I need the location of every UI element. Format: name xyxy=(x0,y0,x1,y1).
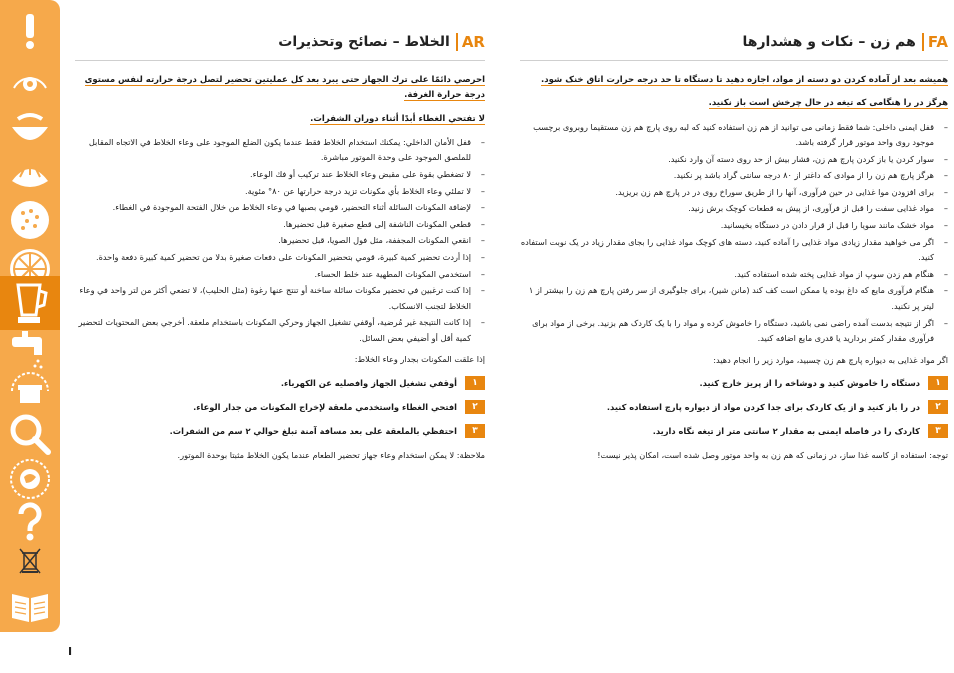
step-number: ۱ xyxy=(928,376,948,390)
pastry-icon[interactable] xyxy=(0,156,60,196)
step-text: احتفظي بالملعقة على بعد مسافة آمنة تبلغ حوالي ٢ سم من الشفرات. xyxy=(169,425,457,436)
persian-warning-cooling: همیشه بعد از آماده کردن دو دسته از مواد، اجازه دهید تا دستگاه تا حد درجه حرارت اتاق خنک شود. xyxy=(541,75,948,85)
list-item: – برای افزودن موا غذایی در حین فرآوری، آنها را از طریق سوراخ روی در در پارچ هم زن بریزید. xyxy=(520,185,948,201)
arabic-lang-badge: AR xyxy=(456,33,485,51)
persian-step-2 xyxy=(520,400,948,414)
persian-lang-badge: FA xyxy=(922,33,948,51)
list-item: – لا تضغطي بقوة على مقبض وعاء الخلاط عند تركيب أو فك الوعاء. xyxy=(75,167,485,183)
step-number: ١ xyxy=(465,376,485,390)
arabic-title: الخلاط – نصائح وتحذيرات xyxy=(278,34,450,50)
page-number: I xyxy=(68,645,73,658)
list-item: – هنگام فرآوری مایع که داغ بوده یا ممکن است کف کند (مانن شیر)، برای جلوگیری از سر رفتن پارچ هم زن را بیشتر از ۱ لیتر پر نکنید. xyxy=(520,283,948,314)
sidebar-navigation xyxy=(0,0,60,632)
persian-heading xyxy=(520,30,948,61)
list-item: – إذا كانت النتيجة غير مُرضية، أوقفي تشغيل الجهاز وحركي المكونات باستخدام ملعقة. أخرجي بعض المحتويات لتحضير كمية أقل أو أضيفي بعض السائل. xyxy=(75,315,485,346)
persian-note: توجه: استفاده از کاسه غذا ساز، در زمانی که هم زن به واحد موتور وصل شده است، امکان پذیر نیست! xyxy=(597,450,948,461)
step-number: ۳ xyxy=(928,424,948,438)
arabic-warning-cooling: احرصي دائمًا على ترك الجهاز حتى يبرد بعد كل عمليتين تحضير لتصل درجة حرارته لنفس مستوى درجة حرارة الغرفة. xyxy=(84,75,485,101)
list-item: – سوار کردن یا باز کردن پارچ هم زن، فشار بیش از حد روی دسته آن وارد نکنید. xyxy=(520,152,948,168)
list-item: – مواد غذایی سفت را قبل از فرآوری، از پیش به قطعات کوچک برش زنید. xyxy=(520,201,948,217)
list-item: – لا تملئي وعاء الخلاط بأي مكونات تزيد درجة حرارتها عن ٨٠° مئوية. xyxy=(75,184,485,200)
list-item: – لإضافة المكونات السائلة أثناء التحضير، قومي بصبها في وعاء الخلاط من خلال الفتحة الموجودة في الغطاء. xyxy=(75,200,485,216)
persian-tips-list xyxy=(520,120,948,347)
list-item: – إذا أردت تحضير كمية كبيرة، قومي بتحضير المكونات على دفعات صغيرة بدلا من تحضير كمية كبيرة دفعة واحدة. xyxy=(75,250,485,266)
list-item: – انقعي المكونات المجففة، مثل فول الصويا، قبل تحضيرها. xyxy=(75,233,485,249)
arabic-step-1 xyxy=(75,376,485,390)
list-item: – قفل الأمان الداخلي: يمكنك استخدام الخلاط فقط عندما يكون الضلع الموجود على وعاء الخلاط في الاتجاه المقابل للملصق الموجود على وحدة الموتور مباشرة. xyxy=(75,135,485,166)
arabic-note: ملاحظة: لا يمكن استخدام وعاء جهاز تحضير الطعام عندما يكون الخلاط مثبتا بوحدة الموتور. xyxy=(177,449,485,460)
persian-warning-lid: هرگز در را هنگامی که تیغه در حال چرخش است باز نکنید. xyxy=(708,98,948,109)
bowl-blade-icon[interactable] xyxy=(0,104,60,154)
step-number: ۲ xyxy=(928,400,948,414)
step-number: ٢ xyxy=(465,400,485,414)
arabic-section xyxy=(75,30,485,472)
step-text: دستگاه را خاموش کنید و دوشاخه را از پریز خارج کنید. xyxy=(699,378,920,389)
list-item: – قفل ایمنی داخلی: شما فقط زمانی می توانید از هم زن استفاده کنید که لبه روی پارچ هم زن مستقیما روبروی برچسب موجود روی واحد موتور قرار گرفته باشد. xyxy=(520,120,948,151)
arabic-warning-lid: لا تفتحي الغطاء أبدًا أثناء دوران الشفرات. xyxy=(310,113,485,124)
recipe-book-icon[interactable] xyxy=(0,584,60,628)
crossed-bin-icon[interactable] xyxy=(0,544,60,578)
list-item: – استخدمي المكونات المطهية عند خلط الحساء. xyxy=(75,267,485,283)
list-item: – هرگز پارچ هم زن را از موادی که داغتر از ۸۰ درجه سانتی گراد باشد پر نکنید. xyxy=(520,168,948,184)
arabic-stuck-intro: إذا علقت المكونات بجدار وعاء الخلاط: xyxy=(354,354,485,365)
storage-box-icon[interactable] xyxy=(0,368,60,412)
question-mark-icon[interactable] xyxy=(0,500,60,544)
list-item: – قطعي المكونات الناشفة إلى قطع صغيرة قبل تحضيرها. xyxy=(75,217,485,233)
world-wide-guarantee-icon[interactable] xyxy=(0,456,60,502)
step-text: در را باز کنید و از یک کاردک برای جدا کردن مواد از دیواره پارچ استفاده کنید. xyxy=(606,402,920,413)
click-and-go-icon[interactable] xyxy=(0,56,60,100)
list-item: – هنگام هم زدن سوپ از مواد غذایی پخته شده استفاده کنید. xyxy=(520,267,948,283)
persian-title: هم زن – نکات و هشدارها xyxy=(742,34,916,50)
blender-jug-icon[interactable] xyxy=(0,276,60,330)
exclamation-icon[interactable] xyxy=(0,10,60,52)
step-text: افتحي الغطاء واستخدمي ملعقة لإخراج المكونات من جدار الوعاء. xyxy=(193,401,457,412)
list-item: – مواد خشک مانند سویا را قبل از قرار دادن در دستگاه بخیسانید. xyxy=(520,218,948,234)
persian-step-3 xyxy=(520,424,948,438)
arabic-step-2 xyxy=(75,400,485,414)
arabic-step-3 xyxy=(75,424,485,438)
list-item: – اگر می خواهید مقدار زیادی مواد غذایی را آماده کنید، دسته های کوچک مواد غذایی را بجای مقدار زیاد در یک نوبت استفاده کنید. xyxy=(520,235,948,266)
list-item: – إذا كنت ترغبين في تحضير مكونات سائلة ساخنة أو تنتج عنها رغوة (مثل الحليب)، لا تضعي أكثر من لتر واحد في وعاء الخلاط لتجنب الانسكاب. xyxy=(75,283,485,314)
step-text: کاردک را در فاصله ایمنی به مقدار ۲ سانتی متر از تیغه نگاه دارید. xyxy=(652,426,920,437)
step-number: ٣ xyxy=(465,424,485,438)
persian-section xyxy=(520,30,948,472)
grater-disc-icon[interactable] xyxy=(0,196,60,244)
step-text: أوقفي تشغيل الجهاز وافصليه عن الكهرباء. xyxy=(280,377,457,388)
arabic-heading xyxy=(75,30,485,61)
persian-step-1 xyxy=(520,376,948,390)
arabic-tips-list xyxy=(75,135,485,347)
magnifier-icon[interactable] xyxy=(0,410,60,458)
persian-stuck-intro: اگر مواد غذایی به دیواره پارچ هم زن چسبید، موارد زیر را انجام دهید: xyxy=(713,354,948,365)
list-item: – اگر از نتیجه بدست آمده راضی نمی باشید، دستگاه را خاموش کرده و مواد را با یک کاردک هم بزنید. برخی از مواد برای فرآوری مقدار کمتر بردارید یا قدری مایع اضافه کنید. xyxy=(520,316,948,347)
